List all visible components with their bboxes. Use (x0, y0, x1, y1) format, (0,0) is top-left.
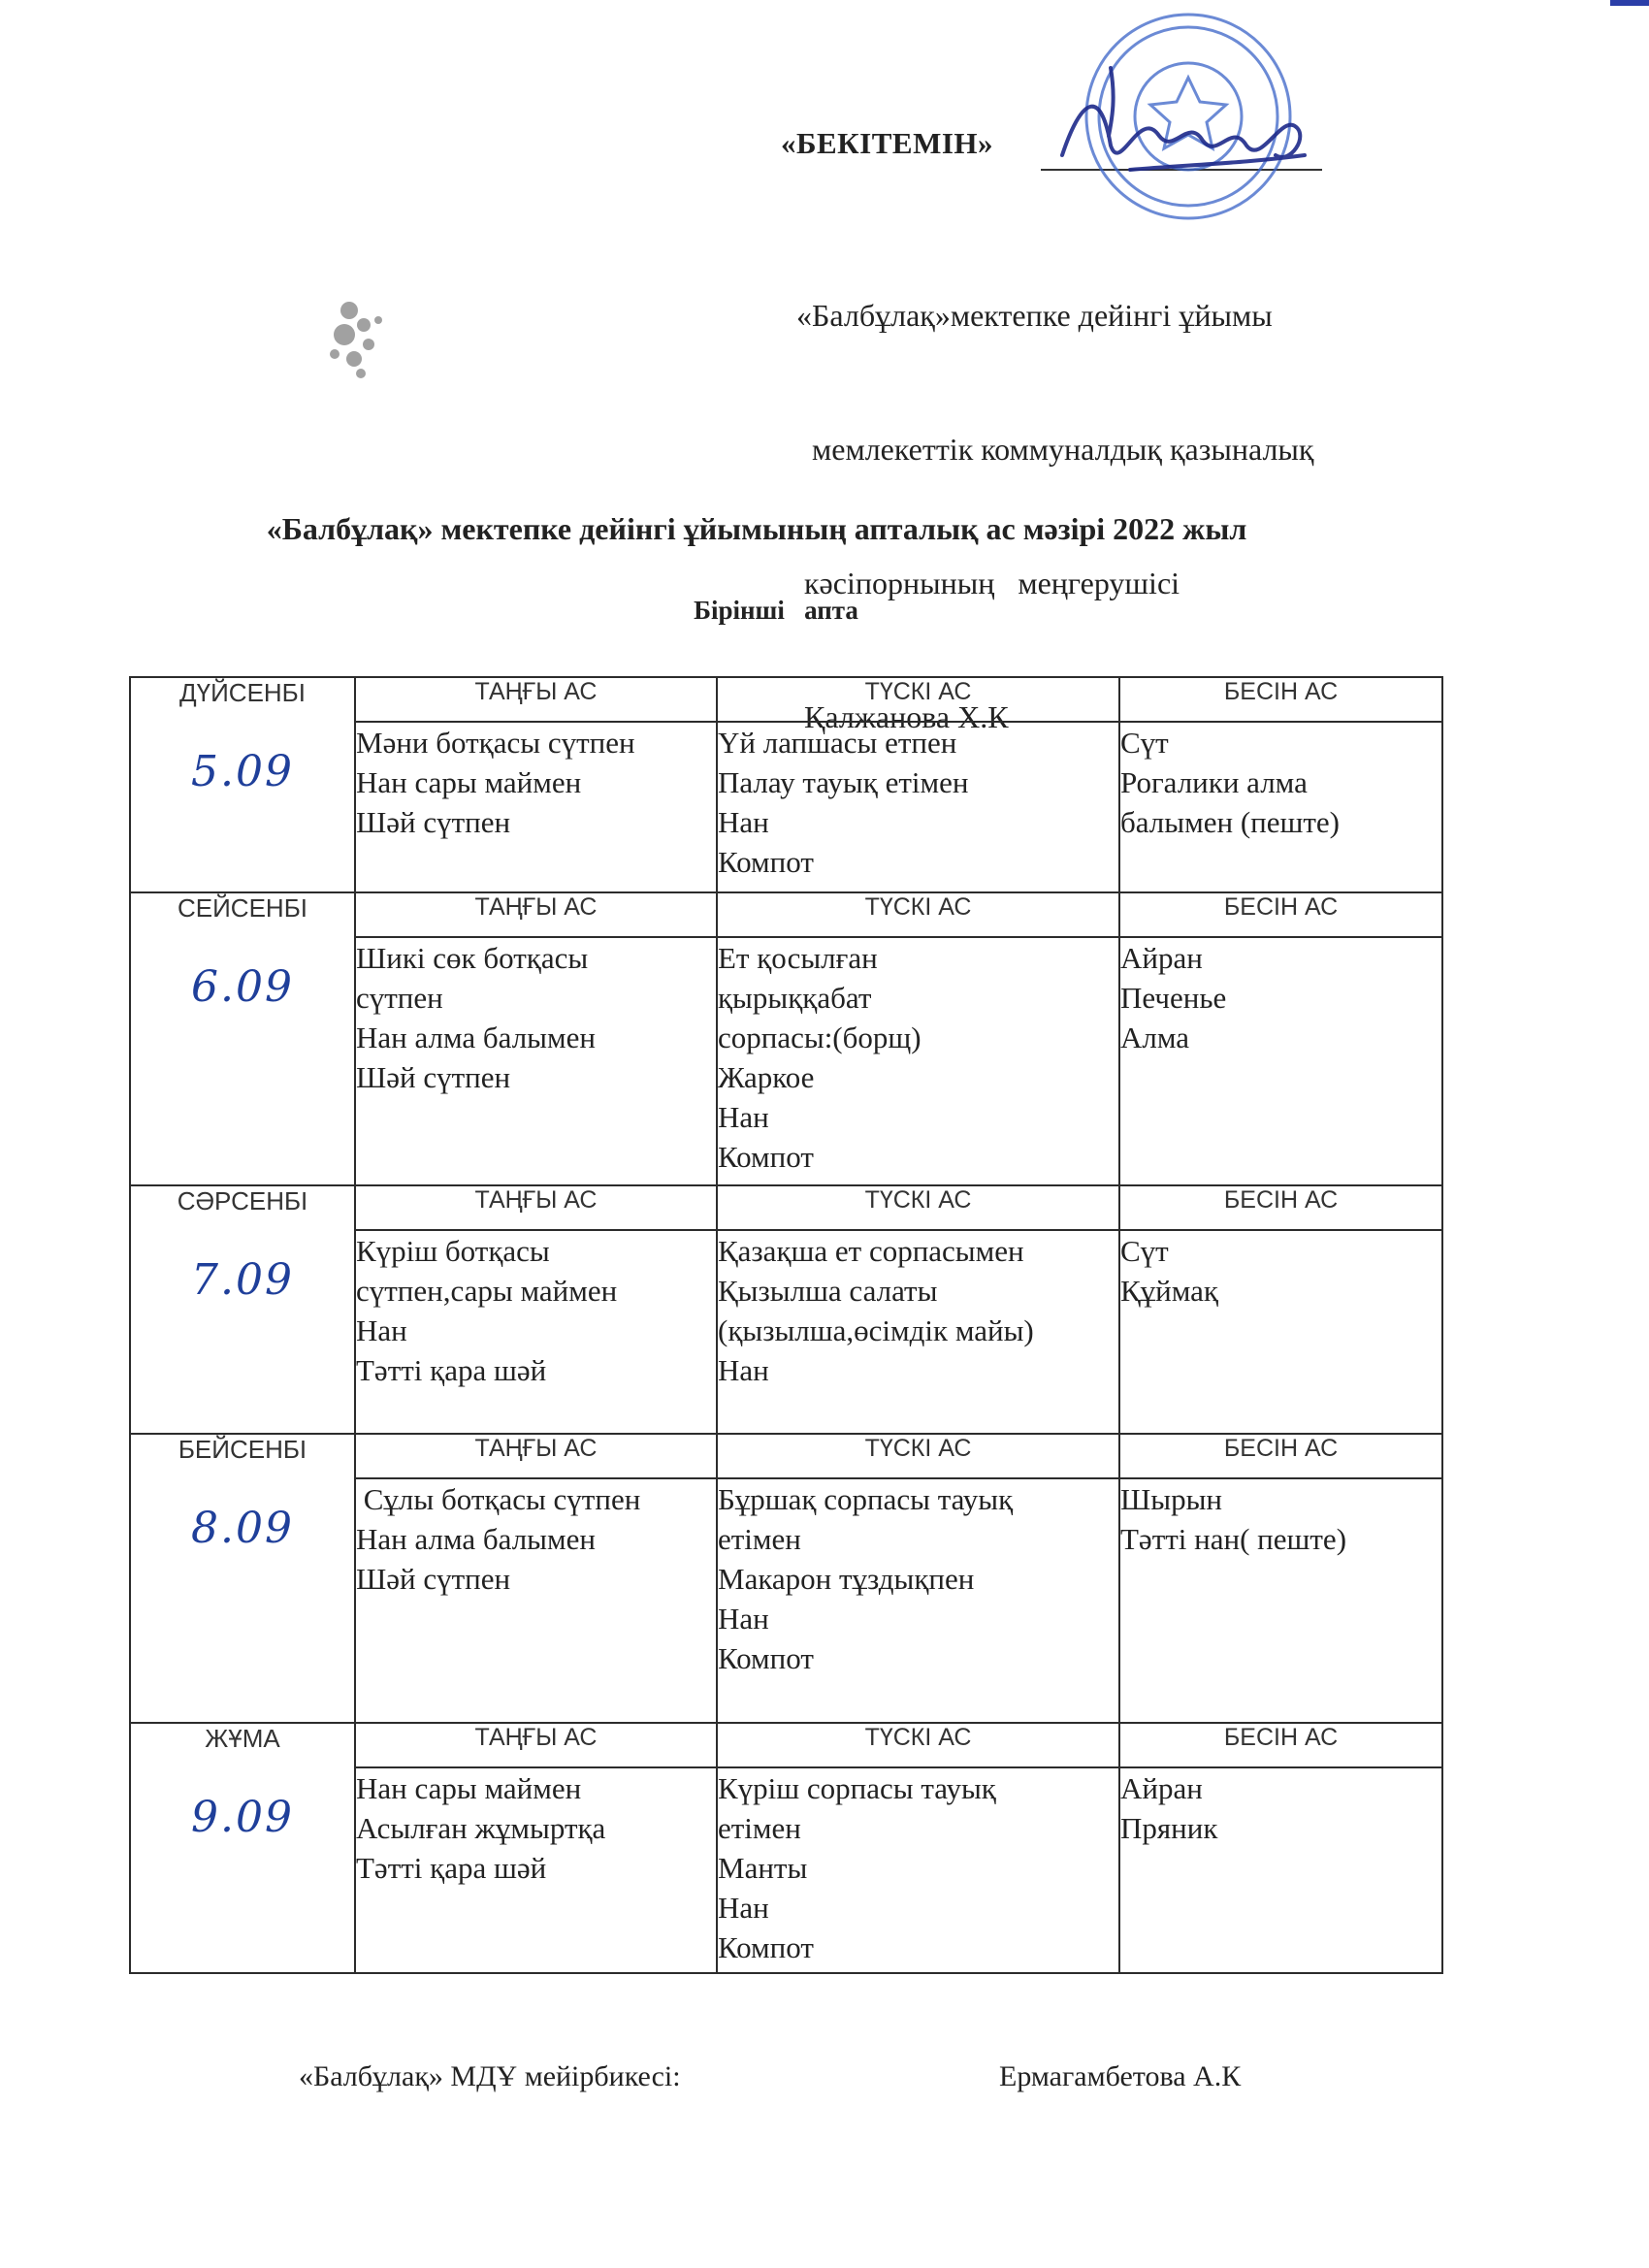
document-title: «Балбұлақ» мектепке дейінгі ұйымының апталық ас мәзірі 2022 жыл (266, 511, 1247, 546)
menu-item: Компот (718, 845, 814, 879)
menu-item: Нан алма балымен (356, 1522, 596, 1556)
snack-cell (1119, 722, 1442, 892)
handwritten-date: 6.09 (191, 962, 294, 1012)
handwritten-date: 5.09 (191, 747, 294, 796)
day-cell (130, 677, 355, 892)
menu-item: Жаркое (718, 1060, 815, 1094)
lunch-header: ТҮСКІ АС (717, 1723, 1119, 1767)
menu-item: Нан (356, 1313, 407, 1347)
menu-item: Қазақша ет сорпасымен (718, 1234, 1024, 1268)
approval-line: «Балбұлақ»мектепке дейінгі ұйымы (796, 298, 1273, 333)
menu-item: Печенье (1120, 981, 1227, 1015)
menu-item: Палау тауық етімен (718, 765, 969, 799)
snack-header: БЕСІН АС (1119, 1185, 1442, 1230)
approval-line: кәсіпорнының меңгерушісі (796, 566, 1180, 600)
official-stamp (1043, 10, 1334, 223)
weekly-menu-table (129, 676, 1443, 1974)
menu-item: Нан сары маймен (356, 1771, 582, 1805)
menu-item: Шәй сүтпен (356, 805, 511, 839)
snack-header: БЕСІН АС (1119, 1434, 1442, 1478)
day-cell (130, 1723, 355, 1973)
menu-item: (қызылша,өсімдік майы) (718, 1313, 1034, 1347)
day-cell (130, 892, 355, 1185)
menu-item: Нан (718, 1353, 769, 1387)
menu-item: Шикі сөк ботқасы (356, 941, 589, 975)
menu-item: Макарон тұздықпен (718, 1562, 975, 1596)
menu-item: Шырын (1120, 1482, 1223, 1516)
menu-item: Мәни ботқасы сүтпен (356, 726, 635, 760)
lunch-header: ТҮСКІ АС (717, 1185, 1119, 1230)
menu-item: Күріш сорпасы тауық (718, 1771, 996, 1805)
menu-item: Күріш ботқасы (356, 1234, 550, 1268)
breakfast-cell (355, 1767, 717, 1973)
breakfast-header: ТАҢҒЫ АС (355, 677, 717, 722)
approval-line: мемлекеттік коммуналдық қазыналық (796, 432, 1314, 467)
day-cell (130, 1185, 355, 1434)
menu-item: Нан (718, 1100, 769, 1134)
handwritten-date: 9.09 (191, 1793, 294, 1842)
menu-item: Тәтті нан( пеште) (1120, 1522, 1347, 1556)
lunch-cell (717, 1478, 1119, 1723)
menu-item: Асылған жұмыртқа (356, 1811, 606, 1845)
approval-title: «БЕКІТЕМІН» (781, 126, 994, 160)
menu-item: Нан алма балымен (356, 1021, 596, 1054)
menu-item: Айран (1120, 1771, 1203, 1805)
menu-item: Нан (718, 805, 769, 839)
menu-item: Компот (718, 1140, 814, 1174)
day-header-row (130, 677, 1442, 722)
breakfast-cell (355, 937, 717, 1185)
day-header-row (130, 1434, 1442, 1478)
day-header-row (130, 892, 1442, 937)
day-cell (130, 1434, 355, 1723)
snack-header: БЕСІН АС (1119, 892, 1442, 937)
menu-item: Айран (1120, 941, 1203, 975)
breakfast-cell (355, 722, 717, 892)
snack-cell (1119, 1767, 1442, 1973)
lunch-cell (717, 722, 1119, 892)
nurse-label: «Балбұлақ» МДҰ мейірбикесі: (299, 2060, 681, 2092)
menu-item: Компот (718, 1641, 814, 1675)
menu-item: Алма (1120, 1021, 1190, 1054)
menu-item: Рогалики алма (1120, 765, 1308, 799)
menu-item: сүтпен,сары маймен (356, 1274, 618, 1308)
menu-item: етімен (718, 1811, 801, 1845)
menu-item: Нан (718, 1891, 769, 1925)
menu-item: қырыққабат (718, 981, 872, 1015)
menu-item: Сүт (1120, 1234, 1169, 1268)
menu-item: Нан (718, 1602, 769, 1636)
menu-item: Нан сары маймен (356, 765, 582, 799)
menu-item: сүтпен (356, 981, 443, 1015)
handwritten-date: 8.09 (191, 1504, 294, 1553)
menu-item: Құймақ (1120, 1274, 1218, 1308)
menu-item: Пряник (1120, 1811, 1218, 1845)
handwritten-date: 7.09 (191, 1255, 294, 1305)
menu-item: Тәтті қара шәй (356, 1851, 547, 1885)
snack-header: БЕСІН АС (1119, 677, 1442, 722)
menu-item: сорпасы:(борщ) (718, 1021, 922, 1054)
lunch-header: ТҮСКІ АС (717, 1434, 1119, 1478)
day-name: БЕЙСЕНБІ (178, 1435, 307, 1464)
menu-item: етімен (718, 1522, 801, 1556)
lunch-cell (717, 1767, 1119, 1973)
day-header-row (130, 1723, 1442, 1767)
menu-item: балымен (пеште) (1120, 805, 1340, 839)
breakfast-cell (355, 1230, 717, 1434)
nurse-name: Ермагамбетова А.К (999, 2060, 1242, 2092)
menu-item: Сұлы ботқасы сүтпен (356, 1482, 641, 1516)
snack-cell (1119, 1478, 1442, 1723)
breakfast-cell (355, 1478, 717, 1723)
breakfast-header: ТАҢҒЫ АС (355, 892, 717, 937)
menu-item: Шәй сүтпен (356, 1562, 511, 1596)
menu-item: Манты (718, 1851, 808, 1885)
snack-header: БЕСІН АС (1119, 1723, 1442, 1767)
lunch-header: ТҮСКІ АС (717, 677, 1119, 722)
snack-cell (1119, 1230, 1442, 1434)
menu-item: Қызылша салаты (718, 1274, 938, 1308)
menu-item: Шәй сүтпен (356, 1060, 511, 1094)
menu-item: Бұршақ сорпасы тауық (718, 1482, 1014, 1516)
day-name: СЕЙСЕНБІ (178, 893, 307, 923)
day-name: СӘРСЕНБІ (177, 1186, 308, 1215)
breakfast-header: ТАҢҒЫ АС (355, 1434, 717, 1478)
breakfast-header: ТАҢҒЫ АС (355, 1723, 717, 1767)
menu-item: Компот (718, 1930, 814, 1964)
day-name: ЖҰМА (205, 1724, 280, 1753)
day-name: ДҮЙСЕНБІ (179, 678, 306, 707)
lunch-cell (717, 937, 1119, 1185)
menu-item: Сүт (1120, 726, 1169, 760)
lunch-cell (717, 1230, 1119, 1434)
menu-item: Үй лапшасы етпен (718, 726, 957, 760)
snack-cell (1119, 937, 1442, 1185)
corner-scan-mark (1610, 0, 1649, 6)
menu-item: Ет қосылған (718, 941, 878, 975)
scan-smudge (310, 281, 417, 398)
week-label: Бірінші апта (694, 596, 858, 625)
lunch-header: ТҮСКІ АС (717, 892, 1119, 937)
breakfast-header: ТАҢҒЫ АС (355, 1185, 717, 1230)
menu-item: Тәтті қара шәй (356, 1353, 547, 1387)
day-header-row (130, 1185, 1442, 1230)
approval-line: Қалжанова Х.К (796, 699, 1009, 734)
